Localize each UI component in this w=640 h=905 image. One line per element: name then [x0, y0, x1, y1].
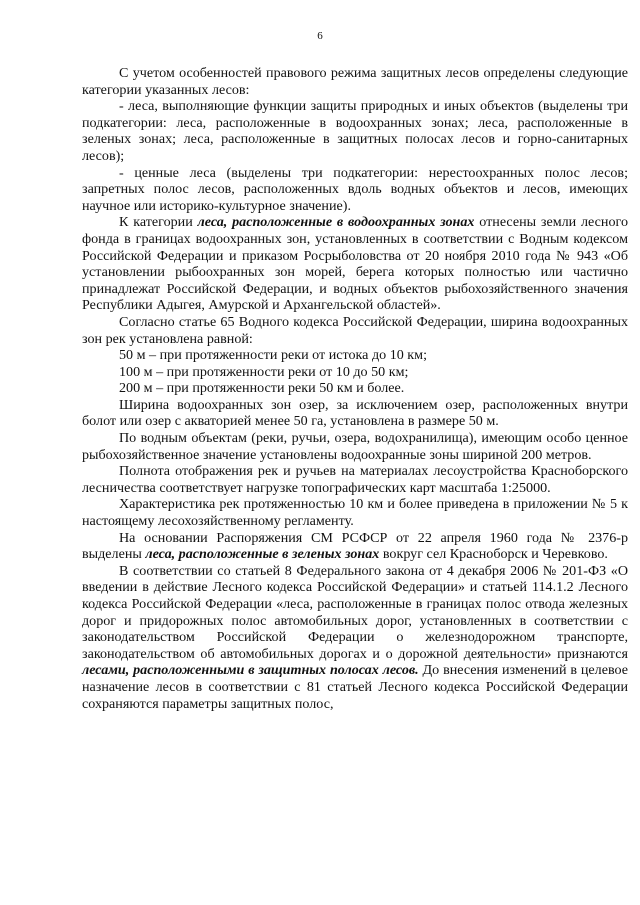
text-run: До внесения изменений в целевое назначение лесов в соответствии с 81 статьей Лесного кодекса Российской Федерации сохраняются параметры защитных полос,	[82, 662, 628, 712]
paragraph: Согласно статье 65 Водного кодекса Российской Федерации, ширина водоохранных зон рек установлена равной:	[82, 313, 628, 347]
paragraph: Полнота отображения рек и ручьев на материалах лесоустройства Красноборского лесничества соответствует нагрузке топографических карт масштаба 1:25000.	[82, 463, 628, 496]
text-run: К категории	[119, 214, 198, 231]
list-item: 200 м – при протяженности реки 50 км и более.	[119, 380, 405, 397]
text-run: На основании Распоряжения СМ РСФСР от 22 апреля 1960 года № 2376-р выделены	[82, 529, 628, 563]
paragraph: По водным объектам (реки, ручьи, озера, водохранилища), имеющим особо ценное рыбохозяйственное значение установлены водоохранные зоны шириной 200 метров.	[82, 430, 628, 463]
list-item: 50 м – при протяженности реки от истока до 10 км;	[119, 347, 427, 364]
text-run: отнесены земли лесного фонда в границах водоохранных зон, установленных в соответствии с Водным кодексом Российской Федерации и приказом Росрыболовства от 20 ноября 2010 года № 943 «Об установлении рыбоохранных зон морей, берега которых полностью или частично принадлежат Российской Федерации, и водных объектов рыбохозяйственного значения Республики Адыгея, Амурской и Архангельской областей».	[82, 214, 628, 314]
text-run: В соответствии со статьей 8 Федерального закона от 4 декабря 2006 № 201-ФЗ «О введении в действие Лесного кодекса Российской Федерации» и статьей 114.1.2 Лесного кодекса Российской Федерации «леса, расположенные в границах полос отвода железных дорог и придорожных полос автомобильных дорог, установленных в соответствии с законодательством Российской Федерации о железнодорожном транспорте, законодательством об автомобильных дорогах и о дорожной деятельности» признаются	[82, 562, 628, 662]
emphasis-text: леса, расположенные в зеленых зонах	[145, 546, 380, 563]
emphasis-text: лесами, расположенными в защитных полосах лесов.	[82, 662, 419, 679]
paragraph	[82, 530, 628, 563]
list-item: - леса, выполняющие функции защиты природных и иных объектов (выделены три подкатегории: леса, расположенные в водоохранных зонах; леса, расположенные в зеленых зонах; леса, расположенные в защитных полосах лесов и горно-санитарных лесов);	[82, 98, 628, 164]
paragraph: Характеристика рек протяженностью 10 км и более приведена в приложении № 5 к настоящему лесохозяйственному регламенту.	[82, 496, 628, 530]
page-number: 6	[317, 30, 323, 42]
paragraph	[82, 563, 628, 712]
paragraph: С учетом особенностей правового режима защитных лесов определены следующие категории указанных лесов:	[82, 65, 628, 98]
list-item: 100 м – при протяженности реки от 10 до 50 км;	[119, 363, 409, 380]
paragraph: Ширина водоохранных зон озер, за исключением озер, расположенных внутри болот или озер с акваторией менее 50 га, установлена в размере 50 м.	[82, 396, 628, 430]
paragraph	[82, 214, 628, 314]
list-item: - ценные леса (выделены три подкатегории: нерестоохранных полос лесов; запретных полос лесов, расположенных вдоль водных объектов и лесов, имеющих научное или историко-культурное значение).	[82, 164, 628, 214]
text-run: вокруг сел Красноборск и Черевково.	[379, 546, 608, 563]
document-body	[82, 65, 628, 712]
emphasis-text: леса, расположенные в водоохранных зонах	[197, 214, 475, 231]
